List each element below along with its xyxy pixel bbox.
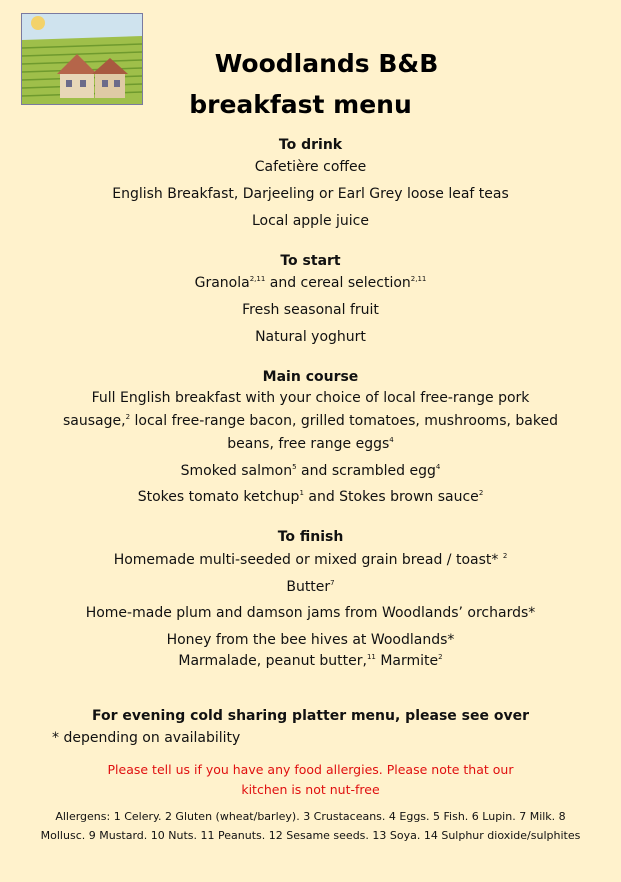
page-title-line2: breakfast menu [189, 90, 412, 119]
drink-heading: To drink [278, 137, 343, 153]
allergen-key: Allergens: 1 Celery. 2 Gluten (wheat/barley). 3 Crustaceans. 4 Eggs. 5 Fish. 6 Lupin. 7 Milk. 8 Mollusc. 9 Mustard. 10 Nuts. 11 Peanuts. 12 Sesame seeds. 13 Soya. 14 Sulphur dioxide/sulphites [40, 810, 581, 842]
butter-item: Butter$^7$ [286, 579, 335, 595]
salmon-item: Smoked salmon$^5$ and scrambled egg$^4$ [180, 463, 441, 479]
marmalade-item: Marmalade, peanut butter,$^{11}$ Marmite$^2$ [178, 653, 443, 669]
allergy-warning-line2: kitchen is not nut-free [241, 782, 380, 797]
start-item: Fresh seasonal fruit [242, 302, 379, 318]
granola-item: Granola$^{2,11}$ and cereal selection$^{2,11}$ [194, 275, 427, 291]
main-heading: Main course [262, 369, 359, 385]
evening-menu-note: For evening cold sharing platter menu, please see over [91, 708, 529, 724]
jams-item: Home-made plum and damson jams from Woodlands’ orchards* [85, 605, 536, 621]
allergy-warning-line1: Please tell us if you have any food allergies. Please note that our [107, 762, 514, 777]
page-title-line1: Woodlands B&B [214, 49, 439, 78]
start-item: Natural yoghurt [255, 329, 366, 345]
bread-item: Homemade multi-seeded or mixed grain bread / toast* $^2$ [113, 552, 508, 568]
drink-item: Local apple juice [251, 213, 369, 229]
drink-item: English Breakfast, Darjeeling or Earl Grey loose leaf teas [112, 186, 509, 202]
allergy-warning [90, 760, 531, 800]
availability-note: * depending on availability [52, 730, 241, 746]
drink-item: Cafetière coffee [254, 159, 367, 175]
full-english-item: Full English breakfast with your choice of local free-range pork sausage,$^2$ local free-range bacon, grilled tomatoes, mushrooms, baked beans, free range eggs$^4$ [63, 390, 558, 452]
finish-heading: To finish [277, 529, 344, 545]
sauce-item: Stokes tomato ketchup$^1$ and Stokes brown sauce$^2$ [137, 489, 484, 505]
honey-item: Honey from the bee hives at Woodlands* [166, 632, 455, 648]
start-heading: To start [280, 253, 341, 269]
